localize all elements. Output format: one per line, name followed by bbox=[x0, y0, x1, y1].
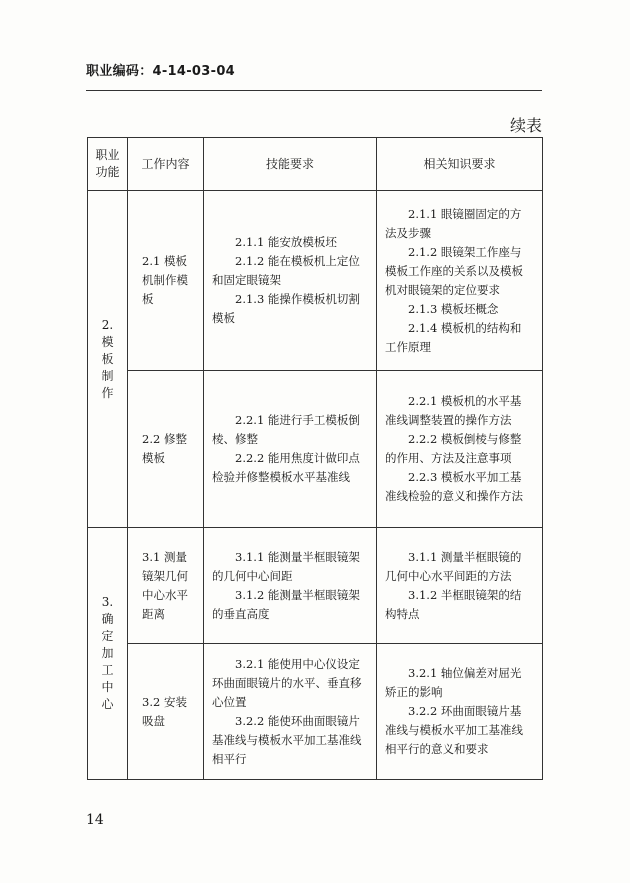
header-function: 职业功能 bbox=[88, 138, 128, 191]
knowledge-cell bbox=[377, 191, 543, 371]
knowledge-cell bbox=[377, 528, 543, 644]
knowledge-item: 3.2.2 环曲面眼镜片基准线与模板水平加工基准线相平行的意义和要求 bbox=[385, 704, 523, 756]
skill-item: 2.1.1 能安放模板坯 bbox=[235, 235, 337, 249]
knowledge-item: 2.1.4 模板机的结构和工作原理 bbox=[385, 320, 522, 354]
knowledge-item: 2.1.2 眼镜架工作座与模板工作座的关系以及模板机对眼镜架的定位要求 bbox=[385, 244, 523, 297]
work-cell: 3.1 测量镜架几何中心水平距离 bbox=[128, 528, 204, 644]
work-cell: 3.2 安装吸盘 bbox=[128, 644, 204, 780]
knowledge-item: 2.2.1 模板机的水平基准线调整装置的操作方法 bbox=[385, 394, 522, 427]
work-cell: 2.2 修整模板 bbox=[128, 371, 204, 528]
knowledge-item: 2.2.3 模板水平加工基准线检验的意义和操作方法 bbox=[385, 470, 523, 503]
table-row bbox=[88, 644, 543, 780]
skill-item: 3.2.1 能使用中心仪设定环曲面眼镜片的水平、垂直移心位置 bbox=[212, 656, 362, 709]
skill-item: 3.1.2 能测量半框眼镜架的垂直高度 bbox=[212, 587, 360, 621]
skill-item: 2.2.1 能进行手工模板倒棱、修整 bbox=[212, 413, 360, 446]
knowledge-item: 3.2.1 轴位偏差对屈光矫正的影响 bbox=[385, 666, 522, 699]
table-row bbox=[88, 528, 543, 644]
knowledge-item: 3.1.1 测量半框眼镜的几何中心水平间距的方法 bbox=[385, 549, 522, 583]
header-rule bbox=[86, 90, 542, 91]
knowledge-cell bbox=[377, 371, 543, 528]
table-row bbox=[88, 371, 543, 528]
header-work: 工作内容 bbox=[128, 138, 204, 191]
knowledge-cell bbox=[377, 644, 543, 780]
occupation-code: 职业编码：4-14-03-04 bbox=[86, 64, 236, 79]
table-header-row bbox=[88, 138, 543, 191]
skills-cell bbox=[204, 191, 377, 371]
skill-item: 3.1.1 能测量半框眼镜架的几何中心间距 bbox=[212, 549, 360, 583]
skill-item: 2.1.2 能在模板机上定位和固定眼镜架 bbox=[212, 254, 360, 287]
knowledge-item: 2.2.2 模板倒棱与修整的作用、方法及注意事项 bbox=[385, 432, 522, 465]
page-number: 14 bbox=[86, 812, 104, 828]
knowledge-item: 2.1.3 模板坯概念 bbox=[408, 301, 499, 316]
knowledge-item: 2.1.1 眼镜圈固定的方法及步骤 bbox=[385, 206, 522, 240]
skills-cell bbox=[204, 371, 377, 528]
skills-cell bbox=[204, 528, 377, 644]
function-cell bbox=[88, 528, 128, 780]
function-label: 3. 确定加工中心 bbox=[101, 595, 114, 711]
header-skills: 技能要求 bbox=[204, 138, 377, 191]
skill-item: 2.1.3 能操作模板机切割模板 bbox=[212, 292, 360, 325]
table-row bbox=[88, 191, 543, 371]
skills-cell bbox=[204, 644, 377, 780]
function-label: 2. 模板制作 bbox=[101, 317, 114, 400]
header-knowledge: 相关知识要求 bbox=[377, 138, 543, 191]
skill-item: 3.2.2 能使环曲面眼镜片基准线与模板水平加工基准线相平行 bbox=[212, 713, 362, 766]
knowledge-item: 3.1.2 半框眼镜架的结构特点 bbox=[385, 587, 522, 621]
continued-label: 续表 bbox=[509, 116, 542, 135]
skill-item: 2.2.2 能用焦度计做印点检验并修整模板水平基准线 bbox=[212, 451, 360, 484]
function-cell bbox=[88, 191, 128, 528]
skills-table bbox=[87, 137, 543, 780]
work-cell: 2.1 模板机制作模板 bbox=[128, 191, 204, 371]
